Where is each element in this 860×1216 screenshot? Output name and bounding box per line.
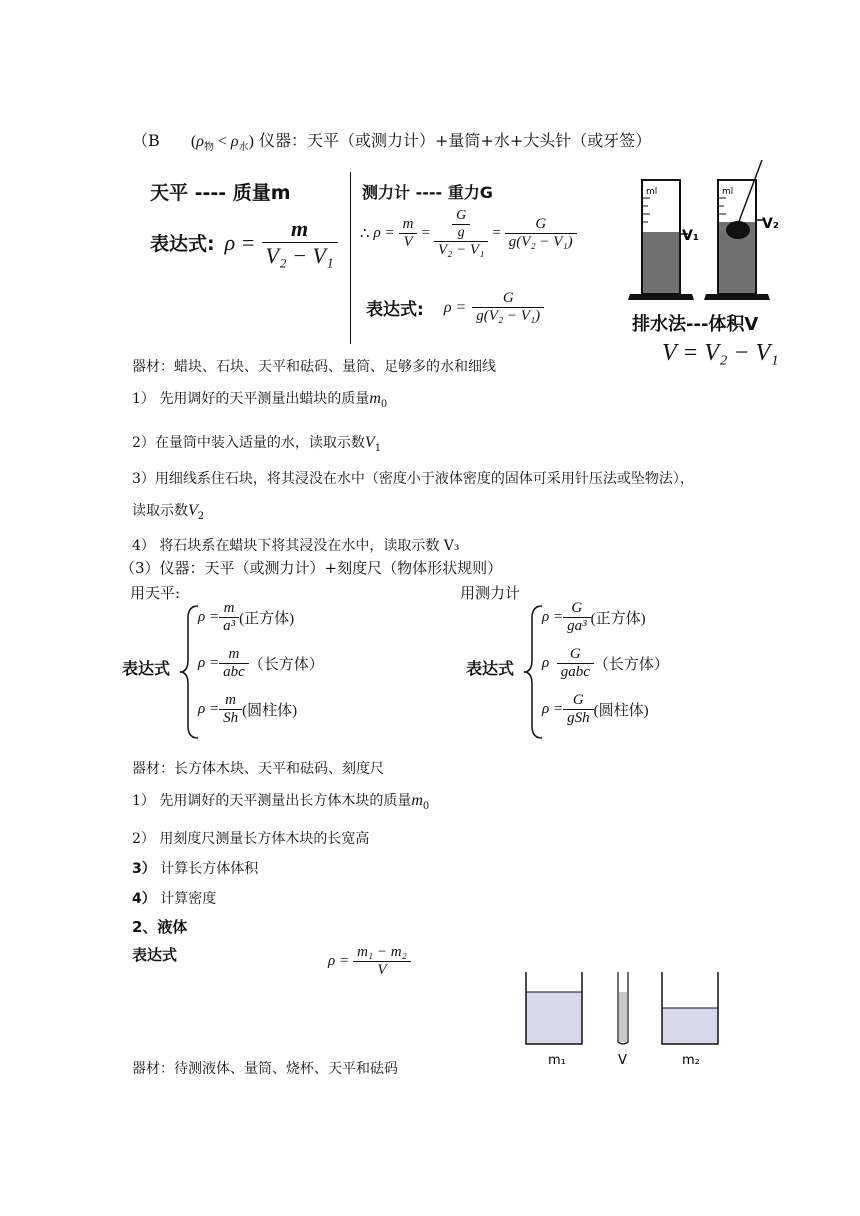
cyl1-unit: ml — [646, 187, 658, 197]
step-1-3: 3）用细线系住石块，将其浸没在水中（密度小于液体密度的固体可采用针压法或坠物法）， — [132, 471, 694, 487]
liquid-materials: 器材：待测液体、量筒、烧杯、天平和砝码 — [132, 1061, 398, 1077]
right-brace — [522, 604, 544, 740]
right-formula-cylinder: ρ = $\frac{G}{\text{gSh}}$ (圆柱体) — [542, 692, 649, 726]
step-1-3b: 读取示数$V_2$ — [132, 502, 205, 522]
label-v: V — [618, 1053, 627, 1068]
step-1-2: 2）在量筒中装入适量的水，读取示数$V_1$ — [132, 434, 382, 454]
materials-1: 器材：蜡块、石块、天平和砝码、量筒、足够多的水和细线 — [132, 359, 496, 375]
beaker-1 — [526, 972, 582, 1068]
label-m2: m₂ — [682, 1053, 700, 1068]
materials-2: 器材：长方体木块、天平和砝码、刻度尺 — [132, 761, 384, 777]
liquid-expr-label: 表达式 — [132, 946, 178, 964]
right-formula-cuboid: ρ $\frac{G}{\text{gabc}}$ （长方体） — [542, 646, 669, 680]
force-label: 用测力计 — [460, 584, 521, 602]
divider — [350, 172, 351, 344]
step-1-4: 4） 将石块系在蜡块下将其浸没在水中，读取示数 V₃ — [132, 538, 460, 554]
step-2-3: 3） 计算长方体体积 — [132, 861, 259, 877]
left-formula-cube: ρ = $\frac{m}{\text{a³}}$ (正方体) — [198, 600, 295, 634]
left-expr-label: 表达式 — [122, 659, 171, 678]
section-b-prefix: （B — [132, 131, 160, 150]
condition-expression: $(\rho_物 < \rho_水)$ — [190, 133, 254, 154]
left-brace — [178, 604, 200, 740]
v1-label: V₁ — [682, 228, 699, 244]
step-1-1: 1） 先用调好的天平测量出蜡块的质量$m_0$ — [132, 390, 388, 410]
cylinder-1 — [628, 180, 699, 300]
displacement-title: 排水法---体积V — [632, 314, 759, 335]
label-m1: m₁ — [548, 1053, 566, 1068]
left-formula-cuboid: ρ = $\frac{m}{\text{abc}}$ （长方体） — [198, 646, 324, 680]
balance-label: 用天平: — [130, 584, 181, 602]
force-derivation: ∴ ρ = $\frac{m}{V}$ = $\frac{\frac{G}{g}}{\text{V₂ − V₁}}$ = $\frac{G}{\text{g(V₂ − V₁)}}$ — [360, 208, 577, 259]
right-formula-cube: ρ = $\frac{G}{\text{ga³}}$ (正方体) — [542, 600, 646, 634]
step-2-1: 1） 先用调好的天平测量出长方体木块的质量$m_0$ — [132, 792, 430, 812]
section-3-instruments: （3）仪器：天平（或测力计）+刻度尺（物体形状规则） — [120, 559, 503, 577]
step-2-4: 4） 计算密度 — [132, 891, 217, 907]
left-formula-cylinder: ρ = $\frac{m}{Sh}$ (圆柱体) — [198, 692, 298, 726]
cyl2-unit: ml — [722, 187, 734, 197]
right-expr-label: 表达式 — [466, 659, 515, 678]
section-b-header — [132, 128, 651, 153]
force-heading: 测力计 ---- 重力G — [362, 183, 493, 202]
balance-expression: 表达式: ρ = $\frac{m}{\text{V₂ − V₁}}$ — [150, 216, 338, 269]
force-expression: 表达式: ρ = $\frac{G}{\text{g(V₂ − V₁)}}$ — [366, 290, 544, 325]
measuring-cylinder — [618, 972, 628, 1068]
beaker-2 — [662, 972, 718, 1068]
liquid-formula: ρ = $\frac{\text{m₁ − m₂}}{V}$ — [328, 944, 411, 979]
displacement-formula: V = V₂ − V₁ — [662, 340, 779, 366]
step-2-2: 2） 用刻度尺测量长方体木块的长宽高 — [132, 831, 370, 847]
liquid-heading: 2、液体 — [132, 918, 188, 936]
v2-label: V₂ — [762, 216, 779, 232]
cylinders-figure — [620, 158, 790, 308]
section-b-instruments: 仪器：天平（或测力计）+量筒+水+大头针（或牙签） — [259, 131, 652, 150]
balance-heading: 天平 ---- 质量m — [150, 182, 291, 204]
liquid-figure — [518, 966, 728, 1076]
cylinder-2 — [704, 160, 779, 300]
